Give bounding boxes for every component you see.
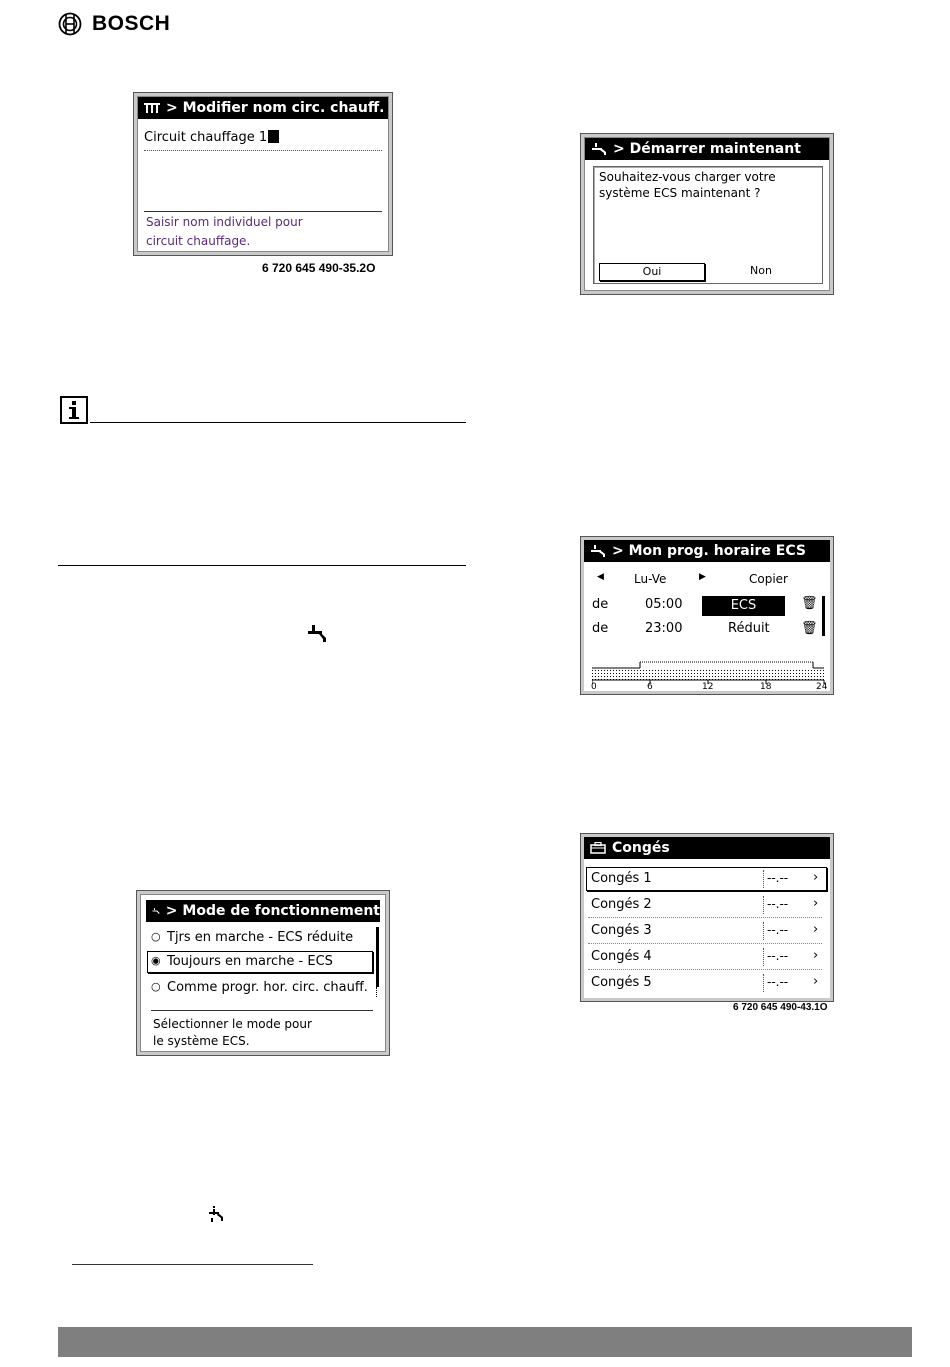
column-divider bbox=[763, 922, 764, 940]
screen-start-titlebar bbox=[585, 138, 829, 160]
row-divider bbox=[588, 943, 822, 944]
figure-code-holidays: 6 720 645 490-43.1O bbox=[733, 1002, 828, 1013]
screen-holidays bbox=[580, 833, 834, 1002]
question-line2: système ECS maintenant ? bbox=[599, 186, 761, 200]
holiday-item-1[interactable] bbox=[586, 867, 827, 891]
figure-code-rename: 6 720 645 490-35.2O bbox=[262, 261, 376, 275]
row1-mode[interactable]: ECS bbox=[702, 596, 785, 616]
hot-water-tap-icon bbox=[306, 625, 328, 643]
holiday-label: Congés 4 bbox=[591, 949, 652, 964]
hot-water-icon bbox=[152, 905, 160, 917]
holiday-item-3[interactable] bbox=[586, 920, 822, 944]
footnote-rule bbox=[72, 1264, 313, 1265]
axis-tick: 24 bbox=[816, 682, 828, 692]
holiday-value: --.-- bbox=[767, 949, 789, 963]
screen-start-title: > Démarrer maintenant bbox=[613, 141, 801, 157]
field-underline bbox=[144, 150, 382, 151]
day-group-label: Lu-Ve bbox=[634, 572, 667, 586]
next-day-arrow-icon[interactable]: ▶ bbox=[699, 572, 706, 582]
chevron-right-icon: › bbox=[813, 870, 819, 885]
help-separator bbox=[151, 1010, 373, 1011]
row2-mode[interactable]: Réduit bbox=[728, 621, 770, 636]
row2-time[interactable]: 23:00 bbox=[645, 621, 683, 636]
column-divider bbox=[763, 948, 764, 966]
column-divider bbox=[763, 974, 764, 992]
screen-schedule-title: > Mon prog. horaire ECS bbox=[612, 543, 806, 559]
help-text-line2: le système ECS. bbox=[153, 1034, 250, 1048]
holiday-label: Congés 5 bbox=[591, 975, 652, 990]
column-divider bbox=[763, 870, 764, 888]
screen-operating-mode bbox=[136, 890, 390, 1056]
help-separator bbox=[144, 211, 382, 212]
scrollbar[interactable] bbox=[822, 596, 825, 636]
holiday-value: --.-- bbox=[767, 897, 789, 911]
copy-button[interactable]: Copier bbox=[749, 572, 788, 586]
row2-prefix: de bbox=[592, 621, 609, 636]
axis-tick: 6 bbox=[647, 682, 653, 692]
info-icon bbox=[60, 396, 88, 424]
help-text-line1: Sélectionner le mode pour bbox=[153, 1017, 312, 1031]
help-text-line1: Saisir nom individuel pour bbox=[146, 215, 303, 229]
mode-option-label: Comme progr. hor. circ. chauff. bbox=[167, 980, 368, 995]
chevron-right-icon: › bbox=[813, 922, 819, 937]
page-footer-bar bbox=[58, 1327, 912, 1357]
dialog-box bbox=[593, 166, 823, 284]
chevron-right-icon: › bbox=[813, 896, 819, 911]
row1-time[interactable]: 05:00 bbox=[645, 597, 683, 612]
screen-schedule-titlebar bbox=[584, 540, 830, 562]
screen-mode-title: > Mode de fonctionnement bbox=[165, 903, 380, 919]
holiday-item-2[interactable] bbox=[586, 894, 822, 918]
mode-option[interactable] bbox=[149, 928, 371, 948]
delete-icon[interactable]: 🗑 bbox=[801, 596, 818, 611]
mode-option-label: Toujours en marche - ECS bbox=[167, 954, 333, 969]
row-divider bbox=[588, 917, 822, 918]
mode-option[interactable] bbox=[149, 978, 371, 998]
screen-holidays-titlebar bbox=[584, 837, 830, 859]
chevron-right-icon: › bbox=[813, 974, 819, 989]
holiday-label: Congés 2 bbox=[591, 897, 652, 912]
holiday-value: --.-- bbox=[767, 923, 789, 937]
screen-rename-circuit bbox=[133, 92, 393, 256]
row1-prefix: de bbox=[592, 597, 609, 612]
axis-tick: 0 bbox=[591, 682, 597, 692]
axis-tick: 18 bbox=[760, 682, 772, 692]
holiday-value: --.-- bbox=[767, 975, 789, 989]
bosch-logo bbox=[58, 12, 170, 36]
axis-tick: 12 bbox=[702, 682, 714, 692]
screen-mode-titlebar bbox=[146, 900, 380, 922]
prev-day-arrow-icon[interactable]: ◀ bbox=[597, 572, 604, 582]
screen-schedule bbox=[580, 536, 834, 695]
radio-unselected-icon: ○ bbox=[151, 980, 161, 993]
question-line1: Souhaitez-vous charger votre bbox=[599, 170, 776, 184]
chevron-right-icon: › bbox=[813, 948, 819, 963]
holiday-item-5[interactable] bbox=[586, 972, 822, 996]
holiday-value: --.-- bbox=[767, 871, 789, 885]
screen-rename-title: > Modifier nom circ. chauff. bbox=[166, 100, 385, 116]
radio-unselected-icon: ○ bbox=[151, 930, 161, 943]
info-rule-bottom bbox=[58, 565, 466, 566]
column-divider bbox=[763, 896, 764, 914]
row-divider bbox=[588, 969, 822, 970]
yes-button[interactable]: Oui bbox=[599, 263, 705, 281]
delete-icon[interactable]: 🗑 bbox=[801, 621, 818, 636]
help-text-line2: circuit chauffage. bbox=[146, 234, 251, 248]
mode-option-selected[interactable] bbox=[147, 951, 373, 973]
circuit-name-field[interactable]: Circuit chauffage 1 bbox=[144, 130, 279, 145]
suitcase-icon bbox=[590, 842, 606, 854]
bosch-armature-icon bbox=[58, 12, 82, 36]
heating-circuit-icon bbox=[144, 102, 160, 114]
screen-rename-titlebar bbox=[138, 97, 388, 119]
hot-water-icon bbox=[590, 545, 606, 557]
scrollbar-track bbox=[376, 987, 379, 997]
holiday-item-4[interactable] bbox=[586, 946, 822, 970]
brand-name: BOSCH bbox=[92, 12, 171, 35]
no-button[interactable]: Non bbox=[750, 264, 772, 277]
holiday-label: Congés 3 bbox=[591, 923, 652, 938]
holiday-label: Congés 1 bbox=[591, 871, 652, 886]
screen-holidays-title: Congés bbox=[612, 840, 670, 856]
scrollbar[interactable] bbox=[376, 927, 379, 987]
screen-start-now bbox=[580, 133, 834, 295]
hot-water-icon bbox=[591, 143, 607, 155]
radio-selected-icon: ◉ bbox=[151, 954, 161, 967]
hot-water-drain-icon bbox=[208, 1206, 226, 1224]
text-cursor-icon bbox=[268, 130, 279, 143]
mode-option-label: Tjrs en marche - ECS réduite bbox=[167, 930, 354, 945]
info-rule-top bbox=[90, 422, 466, 423]
